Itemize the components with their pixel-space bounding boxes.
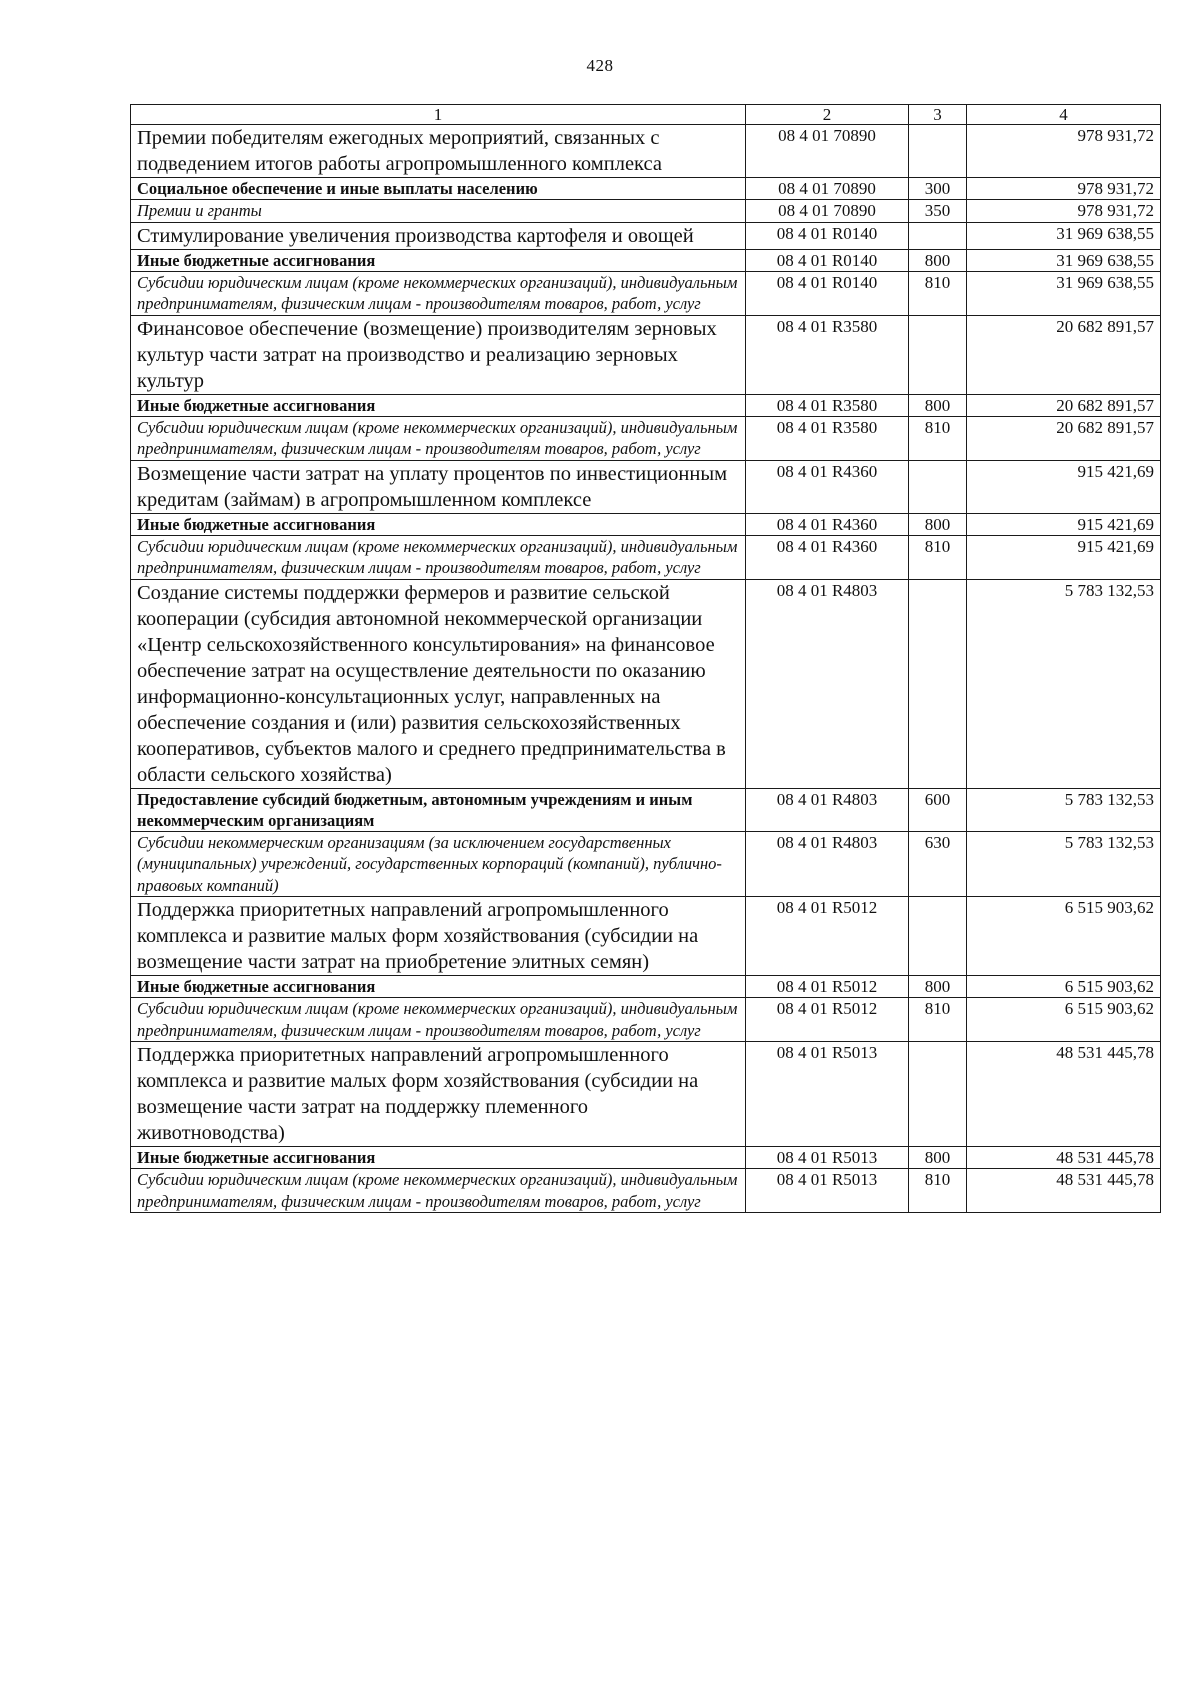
row-name: Субсидии некоммерческим организациям (за исключением государственных (муниципальных) учреждений, государственных корпораций (компаний), публично-правовых компаний): [131, 831, 746, 897]
row-expense-type: 630: [909, 831, 967, 897]
row-code: 08 4 01 R3580: [746, 416, 909, 460]
row-name: Иные бюджетные ассигнования: [131, 976, 746, 998]
header-col-2: 2: [746, 105, 909, 125]
row-expense-type: 800: [909, 249, 967, 271]
row-code: 08 4 01 R0140: [746, 222, 909, 249]
row-name: Субсидии юридическим лицам (кроме некоммерческих организаций), индивидуальным предпринимателям, физическим лицам - производителям товаров, работ, услуг: [131, 1169, 746, 1213]
row-name: Возмещение части затрат на уплату процентов по инвестиционным кредитам (займам) в агропромышленном комплексе: [131, 460, 746, 513]
row-code: 08 4 01 R4803: [746, 831, 909, 897]
row-name: Субсидии юридическим лицам (кроме некоммерческих организаций), индивидуальным предпринимателям, физическим лицам - производителям товаров, работ, услуг: [131, 998, 746, 1042]
row-code: 08 4 01 70890: [746, 125, 909, 178]
row-amount: 20 682 891,57: [967, 394, 1161, 416]
row-amount: 20 682 891,57: [967, 315, 1161, 394]
table-row: [131, 178, 1161, 200]
table-row: [131, 394, 1161, 416]
table-row: [131, 200, 1161, 223]
row-amount: 31 969 638,55: [967, 249, 1161, 271]
row-code: 08 4 01 R4360: [746, 535, 909, 579]
row-amount: 915 421,69: [967, 535, 1161, 579]
table-row: [131, 271, 1161, 315]
row-name: Субсидии юридическим лицам (кроме некоммерческих организаций), индивидуальным предпринимателям, физическим лицам - производителям товаров, работ, услуг: [131, 271, 746, 315]
row-amount: 31 969 638,55: [967, 222, 1161, 249]
row-name: Создание системы поддержки фермеров и развитие сельской кооперации (субсидия автономной некоммерческой организации «Центр сельскохозяйственного консультирования» на финансовое обеспечение затрат на осуществление деятельности по оказанию информационно-консультационных услуг, направленных на обеспечение создания и (или) развития сельскохозяйственных кооперативов, субъектов малого и среднего предпринимательства в области сельского хозяйства): [131, 579, 746, 788]
row-code: 08 4 01 R4360: [746, 513, 909, 535]
table-row: [131, 460, 1161, 513]
row-code: 08 4 01 R5012: [746, 897, 909, 976]
row-amount: 978 931,72: [967, 125, 1161, 178]
row-expense-type: 800: [909, 394, 967, 416]
row-name: Иные бюджетные ассигнования: [131, 394, 746, 416]
row-amount: 48 531 445,78: [967, 1169, 1161, 1213]
row-expense-type: 810: [909, 416, 967, 460]
row-amount: 978 931,72: [967, 178, 1161, 200]
row-amount: 915 421,69: [967, 513, 1161, 535]
row-name: Премии победителям ежегодных мероприятий, связанных с подведением итогов работы агропромышленного комплекса: [131, 125, 746, 178]
table-row: [131, 222, 1161, 249]
row-name: Иные бюджетные ассигнования: [131, 1147, 746, 1169]
row-name: Социальное обеспечение и иные выплаты населению: [131, 178, 746, 200]
row-amount: 5 783 132,53: [967, 579, 1161, 788]
row-expense-type: [909, 897, 967, 976]
row-amount: 915 421,69: [967, 460, 1161, 513]
header-col-1: 1: [131, 105, 746, 125]
table-row: [131, 998, 1161, 1042]
table-row: [131, 831, 1161, 897]
row-expense-type: [909, 315, 967, 394]
row-expense-type: 810: [909, 535, 967, 579]
row-expense-type: 600: [909, 788, 967, 831]
row-code: 08 4 01 R5012: [746, 976, 909, 998]
row-name: Иные бюджетные ассигнования: [131, 513, 746, 535]
table-row: [131, 897, 1161, 976]
row-code: 08 4 01 R5013: [746, 1147, 909, 1169]
header-col-3: 3: [909, 105, 967, 125]
row-name: Поддержка приоритетных направлений агропромышленного комплекса и развитие малых форм хозяйствования (субсидии на возмещение части затрат на поддержку племенного животноводства): [131, 1042, 746, 1147]
row-expense-type: 810: [909, 271, 967, 315]
row-amount: 31 969 638,55: [967, 271, 1161, 315]
row-amount: 20 682 891,57: [967, 416, 1161, 460]
header-row: [131, 105, 1161, 125]
budget-table: [130, 104, 1161, 1213]
row-expense-type: 350: [909, 200, 967, 223]
row-code: 08 4 01 R4803: [746, 788, 909, 831]
row-name: Премии и гранты: [131, 200, 746, 223]
row-code: 08 4 01 70890: [746, 178, 909, 200]
row-code: 08 4 01 R4803: [746, 579, 909, 788]
row-expense-type: [909, 1042, 967, 1147]
row-expense-type: 800: [909, 976, 967, 998]
row-code: 08 4 01 R0140: [746, 249, 909, 271]
row-code: 08 4 01 R3580: [746, 315, 909, 394]
row-name: Предоставление субсидий бюджетным, автономным учреждениям и иным некоммерческим организациям: [131, 788, 746, 831]
table-row: [131, 125, 1161, 178]
row-expense-type: 800: [909, 1147, 967, 1169]
row-expense-type: [909, 579, 967, 788]
row-expense-type: 810: [909, 1169, 967, 1213]
table-row: [131, 249, 1161, 271]
table-row: [131, 1042, 1161, 1147]
table-row: [131, 315, 1161, 394]
row-name: Субсидии юридическим лицам (кроме некоммерческих организаций), индивидуальным предпринимателям, физическим лицам - производителям товаров, работ, услуг: [131, 535, 746, 579]
row-code: 08 4 01 R3580: [746, 394, 909, 416]
row-code: 08 4 01 R4360: [746, 460, 909, 513]
table-row: [131, 513, 1161, 535]
row-name: Финансовое обеспечение (возмещение) производителям зерновых культур части затрат на производство и реализацию зерновых культур: [131, 315, 746, 394]
row-amount: 48 531 445,78: [967, 1147, 1161, 1169]
row-code: 08 4 01 R5012: [746, 998, 909, 1042]
table-row: [131, 976, 1161, 998]
row-name: Субсидии юридическим лицам (кроме некоммерческих организаций), индивидуальным предпринимателям, физическим лицам - производителям товаров, работ, услуг: [131, 416, 746, 460]
table-row: [131, 788, 1161, 831]
row-expense-type: [909, 222, 967, 249]
row-code: 08 4 01 R5013: [746, 1042, 909, 1147]
row-amount: 5 783 132,53: [967, 788, 1161, 831]
row-amount: 6 515 903,62: [967, 976, 1161, 998]
row-code: 08 4 01 R5013: [746, 1169, 909, 1213]
row-expense-type: [909, 125, 967, 178]
row-code: 08 4 01 70890: [746, 200, 909, 223]
row-name: Иные бюджетные ассигнования: [131, 249, 746, 271]
row-amount: 978 931,72: [967, 200, 1161, 223]
table-row: [131, 1169, 1161, 1213]
header-col-4: 4: [967, 105, 1161, 125]
page-number: 428: [586, 56, 614, 75]
table-row: [131, 416, 1161, 460]
row-amount: 6 515 903,62: [967, 897, 1161, 976]
table-row: [131, 1147, 1161, 1169]
table-row: [131, 535, 1161, 579]
row-expense-type: 800: [909, 513, 967, 535]
row-expense-type: 300: [909, 178, 967, 200]
row-amount: 48 531 445,78: [967, 1042, 1161, 1147]
row-expense-type: 810: [909, 998, 967, 1042]
row-amount: 5 783 132,53: [967, 831, 1161, 897]
row-amount: 6 515 903,62: [967, 998, 1161, 1042]
row-name: Поддержка приоритетных направлений агропромышленного комплекса и развитие малых форм хозяйствования (субсидии на возмещение части затрат на приобретение элитных семян): [131, 897, 746, 976]
row-name: Стимулирование увеличения производства картофеля и овощей: [131, 222, 746, 249]
row-expense-type: [909, 460, 967, 513]
row-code: 08 4 01 R0140: [746, 271, 909, 315]
table-row: [131, 579, 1161, 788]
